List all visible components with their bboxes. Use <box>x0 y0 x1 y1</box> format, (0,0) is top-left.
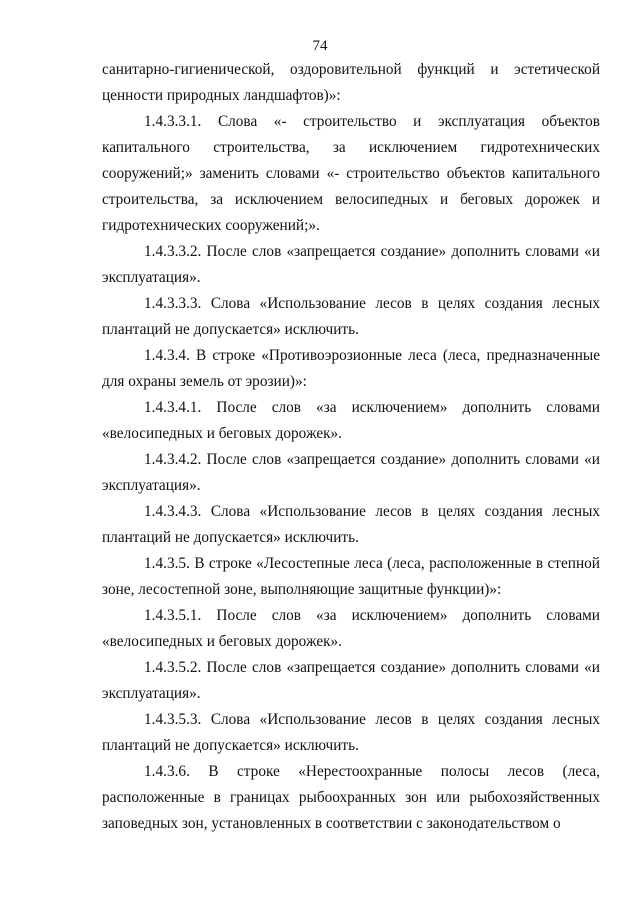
paragraph-1-4-3-5: 1.4.3.5. В строке «Лесостепные леса (леса, расположенные в степной зоне, лесостепной зоне, выполняющие защитные функции)»: <box>102 555 600 598</box>
paragraph-1-4-3-5-2: 1.4.3.5.2. После слов «запрещается создание» дополнить словами «и эксплуатация». <box>102 659 600 702</box>
paragraph-continuation: санитарно-гигиенической, оздоровительной функций и эстетической ценности природных ландшафтов)»: <box>102 61 600 104</box>
paragraph-1-4-3-5-1: 1.4.3.5.1. После слов «за исключением» дополнить словами «велосипедных и беговых дорожек». <box>102 607 600 650</box>
paragraph-1-4-3-3-2: 1.4.3.3.2. После слов «запрещается создание» дополнить словами «и эксплуатация». <box>102 243 600 286</box>
paragraph-1-4-3-3-1: 1.4.3.3.1. Слова «- строительство и эксплуатация объектов капитального строительства, за исключением гидротехнических сооружений;» заменить словами «- строительство объектов капитального строительства, за исключением велосипедных и беговых дорожек и гидротехнических сооружений;». <box>102 113 600 234</box>
document-body <box>102 57 600 837</box>
paragraph-1-4-3-5-3: 1.4.3.5.3. Слова «Использование лесов в целях создания лесных плантаций не допускается» исключить. <box>102 711 600 754</box>
paragraph-1-4-3-4-1: 1.4.3.4.1. После слов «за исключением» дополнить словами «велосипедных и беговых дорожек». <box>102 399 600 442</box>
paragraph-1-4-3-6: 1.4.3.6. В строке «Нерестоохранные полосы лесов (леса, расположенные в границах рыбоохранных зон или рыбохозяйственных заповедных зон, установленных в соответствии с законодательством о <box>102 763 600 832</box>
paragraph-1-4-3-4: 1.4.3.4. В строке «Противоэрозионные леса (леса, предназначенные для охраны земель от эрозии)»: <box>102 347 600 390</box>
paragraph-1-4-3-3-3: 1.4.3.3.3. Слова «Использование лесов в целях создания лесных плантаций не допускается» исключить. <box>102 295 600 338</box>
paragraph-1-4-3-4-2: 1.4.3.4.2. После слов «запрещается создание» дополнить словами «и эксплуатация». <box>102 451 600 494</box>
paragraph-1-4-3-4-3: 1.4.3.4.3. Слова «Использование лесов в целях создания лесных плантаций не допускается» исключить. <box>102 503 600 546</box>
page-number: 74 <box>312 38 328 54</box>
